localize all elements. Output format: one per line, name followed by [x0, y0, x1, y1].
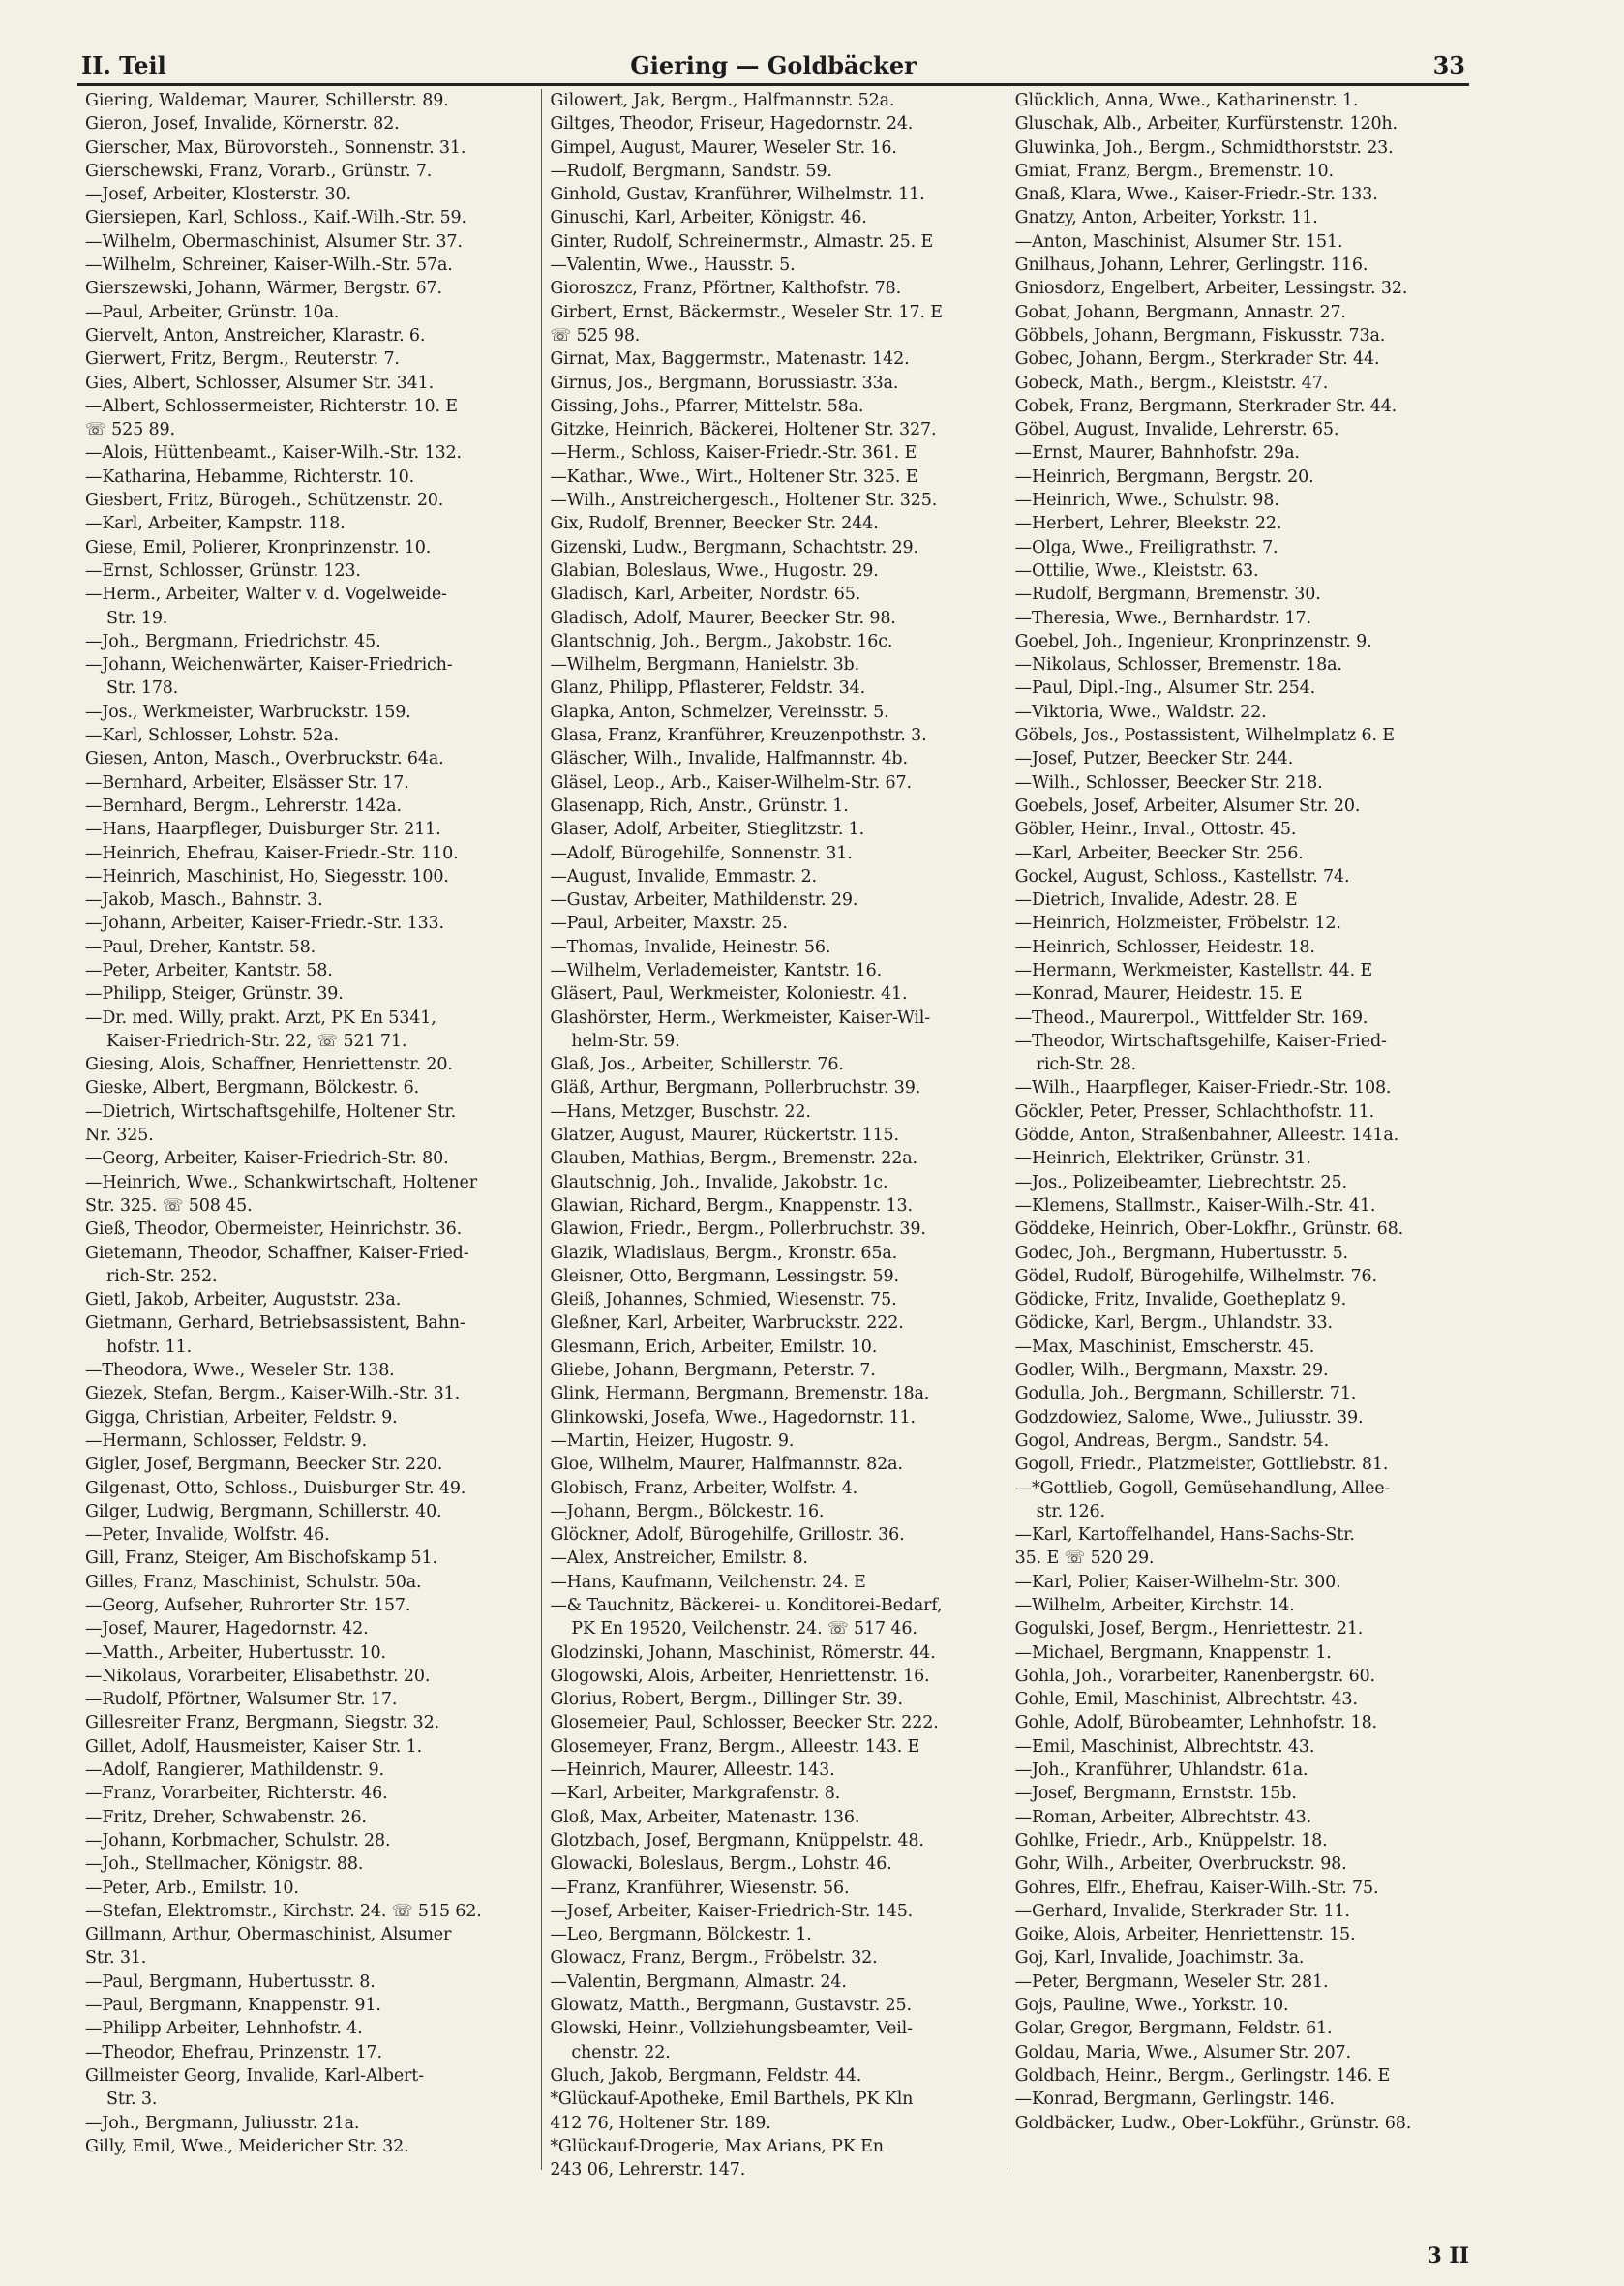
directory-entry: —August, Invalide, Emmastr. 2.: [550, 866, 817, 887]
directory-entry: *Glückauf-Drogerie, Max Arians, PK En: [550, 2136, 884, 2156]
directory-entry: Gillmeister Georg, Invalide, Karl-Albert-: [85, 2065, 424, 2086]
directory-entry: —Kathar., Wwe., Wirt., Holtener Str. 325. E: [550, 466, 918, 487]
directory-entry: —Heinrich, Ehefrau, Kaiser-Friedr.-Str. 110.: [85, 843, 459, 863]
directory-entry: Gmiat, Franz, Bergm., Bremenstr. 10.: [1014, 161, 1334, 181]
directory-entry: —Philipp, Steiger, Grünstr. 39.: [85, 984, 344, 1005]
directory-entry: —Hermann, Schlosser, Feldstr. 9.: [85, 1430, 368, 1451]
directory-entry: —Joh., Bergmann, Juliusstr. 21a.: [85, 2113, 360, 2133]
directory-entry: Gogoll, Friedr., Platzmeister, Gottliebstr. 81.: [1014, 1455, 1389, 1475]
directory-entry: —Herbert, Lehrer, Bleekstr. 22.: [1014, 514, 1282, 534]
directory-entry: —Josef, Maurer, Hagedornstr. 42.: [85, 1619, 369, 1639]
directory-entry: Gläß, Arthur, Bergmann, Pollerbruchstr. 39.: [550, 1078, 921, 1098]
directory-entry: Giesen, Anton, Masch., Overbruckstr. 64a.: [85, 749, 444, 769]
directory-entry: Glowacki, Boleslaus, Bergm., Lohstr. 46.: [550, 1854, 892, 1875]
directory-entry: —Wilhelm, Bergmann, Hanielstr. 3b.: [550, 655, 860, 676]
directory-entry: —Paul, Bergmann, Hubertusstr. 8.: [85, 1971, 376, 1992]
directory-entry: Gojs, Pauline, Wwe., Yorkstr. 10.: [1014, 1996, 1289, 2016]
directory-entry: Glabian, Boleslaus, Wwe., Hugostr. 29.: [550, 560, 879, 581]
directory-entry: 243 06, Lehrerstr. 147.: [550, 2160, 746, 2181]
directory-entry: —Franz, Vorarbeiter, Richterstr. 46.: [85, 1784, 388, 1804]
directory-entry: Glotzbach, Josef, Bergmann, Knüppelstr. 48.: [550, 1830, 924, 1850]
directory-entry: Gilgenast, Otto, Schloss., Duisburger Str. 49.: [85, 1478, 466, 1498]
directory-entry: Godler, Wilh., Bergmann, Maxstr. 29.: [1014, 1361, 1329, 1381]
directory-entry: Goldbäcker, Ludw., Ober-Lokführ., Grünstr. 68.: [1014, 2113, 1412, 2133]
directory-entry: —Hans, Metzger, Buschstr. 22.: [550, 1101, 811, 1122]
directory-entry: —Max, Maschinist, Emscherstr. 45.: [1014, 1337, 1315, 1357]
directory-entry: Glaß, Jos., Arbeiter, Schillerstr. 76.: [550, 1055, 844, 1075]
directory-entry: Gohle, Adolf, Bürobeamter, Lehnhofstr. 18.: [1014, 1713, 1377, 1733]
directory-entry: —Adolf, Bürogehilfe, Sonnenstr. 31.: [550, 843, 853, 863]
directory-entry: Gohla, Joh., Vorarbeiter, Ranenbergstr. 60.: [1014, 1666, 1375, 1686]
directory-entry: Glücklich, Anna, Wwe., Katharinenstr. 1.: [1014, 91, 1359, 110]
directory-entry: —Bernhard, Bergm., Lehrerstr. 142a.: [85, 796, 402, 816]
directory-entry: Gierszewski, Johann, Wärmer, Bergstr. 67.: [85, 279, 442, 299]
directory-entry: —Ottilie, Wwe., Kleiststr. 63.: [1014, 560, 1259, 581]
directory-entry: Ginuschi, Karl, Arbeiter, Königstr. 46.: [550, 208, 867, 228]
directory-entry: —Michael, Bergmann, Knappenstr. 1.: [1014, 1642, 1332, 1663]
directory-entry: Ginhold, Gustav, Kranführer, Wilhelmstr. 11.: [550, 185, 925, 205]
directory-entry: *Glückauf-Apotheke, Emil Barthels, PK Kln: [550, 2090, 914, 2110]
directory-entry: Gioroszcz, Franz, Pförtner, Kalthofstr. 78.: [550, 279, 902, 299]
directory-entry: —Jos., Werkmeister, Warbruckstr. 159.: [85, 702, 411, 722]
section-label: II. Teil: [81, 51, 166, 79]
directory-entry: Gohlke, Friedr., Arb., Knüppelstr. 18.: [1014, 1830, 1328, 1850]
directory-entry: Gladisch, Adolf, Maurer, Beecker Str. 98.: [550, 608, 896, 628]
directory-entry: Giese, Emil, Polierer, Kronprinzenstr. 10.: [85, 537, 432, 557]
directory-entry: rich-Str. 28.: [1036, 1055, 1137, 1075]
directory-entry: Glaser, Adolf, Arbeiter, Stieglitzstr. 1.: [550, 820, 865, 840]
directory-entry: —Leo, Bergmann, Bölckestr. 1.: [550, 1925, 812, 1945]
column-1: [77, 89, 542, 2170]
directory-entry: Glöckner, Adolf, Bürogehilfe, Grillostr. 36.: [550, 1525, 905, 1546]
directory-entry: Gies, Albert, Schlosser, Alsumer Str. 341.: [85, 373, 435, 393]
directory-entry: Gietl, Jakob, Arbeiter, Auguststr. 23a.: [85, 1290, 402, 1310]
directory-entry: Gizenski, Ludw., Bergmann, Schachtstr. 29.: [550, 537, 918, 557]
directory-entry: —Paul, Dreher, Kantstr. 58.: [85, 937, 316, 957]
directory-entry: Gieske, Albert, Bergmann, Bölckestr. 6.: [85, 1078, 419, 1098]
directory-entry: —Paul, Arbeiter, Grünstr. 10a.: [85, 302, 340, 322]
directory-entry: Gierwert, Fritz, Bergm., Reuterstr. 7.: [85, 349, 400, 370]
directory-entry: Giersiepen, Karl, Schloss., Kaif.-Wilh.-Str. 59.: [85, 208, 466, 228]
directory-entry: Gödicke, Karl, Bergm., Uhlandstr. 33.: [1014, 1313, 1333, 1334]
directory-entry: Str. 3.: [106, 2090, 158, 2110]
directory-entry: —Karl, Arbeiter, Beecker Str. 256.: [1014, 843, 1304, 863]
directory-entry: —Wilh., Anstreichergesch., Holtener Str. 325.: [550, 491, 938, 511]
directory-entry: —Valentin, Wwe., Hausstr. 5.: [550, 256, 796, 276]
directory-entry: Giesing, Alois, Schaffner, Henriettenstr. 20.: [85, 1055, 453, 1075]
directory-entry: Glanz, Philipp, Pflasterer, Feldstr. 34.: [550, 678, 866, 699]
directory-entry: Gohle, Emil, Maschinist, Albrechtstr. 43.: [1014, 1690, 1358, 1710]
directory-entry: —Valentin, Bergmann, Almastr. 24.: [550, 1971, 847, 1992]
page-number: 33: [1432, 51, 1465, 79]
directory-entry: Gleisner, Otto, Bergmann, Lessingstr. 59.: [550, 1266, 899, 1286]
directory-entry: —Bernhard, Arbeiter, Elsässer Str. 17.: [85, 772, 409, 793]
directory-entry: Glink, Hermann, Bergmann, Bremenstr. 18a.: [550, 1384, 930, 1404]
directory-entry: —Herm., Arbeiter, Walter v. d. Vogelweide-: [85, 585, 447, 605]
directory-entry: Gieron, Josef, Invalide, Körnerstr. 82.: [85, 114, 400, 135]
directory-entry: —Johann, Arbeiter, Kaiser-Friedr.-Str. 133.: [85, 914, 444, 934]
directory-entry: Gix, Rudolf, Brenner, Beecker Str. 244.: [550, 514, 879, 534]
directory-entry: rich-Str. 252.: [106, 1266, 218, 1286]
directory-entry: Gilles, Franz, Maschinist, Schulstr. 50a.: [85, 1572, 422, 1592]
directory-entry: Gnilhaus, Johann, Lehrer, Gerlingstr. 116.: [1014, 256, 1368, 276]
directory-entry: Glowatz, Matth., Bergmann, Gustavstr. 25.: [550, 1996, 912, 2016]
directory-entry: —Martin, Heizer, Hugostr. 9.: [550, 1430, 795, 1451]
directory-entry: —Stefan, Elektromstr., Kirchstr. 24. ☏ 515 62.: [85, 1901, 482, 1921]
directory-entry: Gödel, Rudolf, Bürogehilfe, Wilhelmstr. 76.: [1014, 1266, 1377, 1286]
directory-entry: —Gustav, Arbeiter, Mathildenstr. 29.: [550, 890, 858, 911]
directory-entry: Göbler, Heinr., Inval., Ottostr. 45.: [1014, 820, 1297, 840]
directory-entry: Gobeck, Math., Bergm., Kleiststr. 47.: [1014, 373, 1329, 393]
directory-entry: Gockel, August, Schloss., Kastellstr. 74.: [1014, 866, 1350, 887]
directory-entry: ☏ 525 89.: [85, 420, 175, 440]
directory-entry: —Ernst, Maurer, Bahnhofstr. 29a.: [1014, 443, 1300, 464]
directory-entry: Goj, Karl, Invalide, Joachimstr. 3a.: [1014, 1948, 1305, 1969]
directory-entry: —Joh., Kranführer, Uhlandstr. 61a.: [1014, 1760, 1308, 1781]
directory-entry: Gobek, Franz, Bergmann, Sterkrader Str. 44.: [1014, 396, 1398, 416]
directory-entry: Gietmann, Gerhard, Betriebsassistent, Bahn-: [85, 1313, 466, 1334]
directory-entry: Giezek, Stefan, Bergm., Kaiser-Wilh.-Str. 31.: [85, 1384, 461, 1404]
directory-entry: Glawion, Friedr., Bergm., Pollerbruchstr. 39.: [550, 1219, 926, 1240]
directory-entry: —Heinrich, Bergmann, Bergstr. 20.: [1014, 466, 1314, 487]
directory-entry: —Rudolf, Bergmann, Sandstr. 59.: [550, 161, 832, 181]
directory-entry: —Konrad, Bergmann, Gerlingstr. 146.: [1014, 2090, 1335, 2110]
signature-mark: 3 II: [1427, 2243, 1469, 2269]
directory-entry: Str. 178.: [106, 678, 179, 699]
directory-entry: —Nikolaus, Vorarbeiter, Elisabethstr. 20.: [85, 1666, 431, 1686]
directory-entry: Glauben, Mathias, Bergm., Bremenstr. 22a.: [550, 1149, 917, 1169]
directory-entry: —Wilhelm, Obermaschinist, Alsumer Str. 37.: [85, 231, 463, 252]
directory-entry: —Dr. med. Willy, prakt. Arzt, PK En 5341,: [85, 1008, 436, 1028]
directory-entry: —Wilhelm, Verlademeister, Kantstr. 16.: [550, 960, 882, 980]
directory-entry: Goike, Alois, Arbeiter, Henriettenstr. 15.: [1014, 1925, 1356, 1945]
directory-entry: —Josef, Arbeiter, Klosterstr. 30.: [85, 185, 351, 205]
directory-entry: —Hermann, Werkmeister, Kastellstr. 44. E: [1014, 960, 1373, 980]
directory-entry: Gobec, Johann, Bergm., Sterkrader Str. 44.: [1014, 349, 1380, 370]
directory-entry: Göbel, August, Invalide, Lehrerstr. 65.: [1014, 420, 1339, 440]
directory-entry: —Wilhelm, Arbeiter, Kirchstr. 14.: [1014, 1596, 1295, 1615]
directory-entry: Gierschewski, Franz, Vorarb., Grünstr. 7.: [85, 161, 433, 181]
directory-entry: Gläsel, Leop., Arb., Kaiser-Wilhelm-Str. 67.: [550, 772, 912, 793]
directory-entry: Str. 31.: [85, 1948, 147, 1969]
directory-entry: Gillet, Adolf, Hausmeister, Kaiser Str. 1.: [85, 1736, 423, 1757]
directory-entry: Gliebe, Johann, Bergmann, Peterstr. 7.: [550, 1361, 876, 1381]
directory-entry: —Theodora, Wwe., Weseler Str. 138.: [85, 1361, 395, 1381]
directory-entry: —Peter, Bergmann, Weseler Str. 281.: [1014, 1971, 1329, 1992]
directory-entry: —Wilh., Haarpfleger, Kaiser-Friedr.-Str. 108.: [1014, 1078, 1392, 1098]
directory-entry: —Klemens, Stallmstr., Kaiser-Wilh.-Str. 41.: [1014, 1195, 1376, 1216]
directory-entry: ☏ 525 98.: [550, 325, 641, 346]
directory-entry: Glowski, Heinr., Vollziehungsbeamter, Veil-: [550, 2019, 913, 2039]
directory-entry: —Alex, Anstreicher, Emilstr. 8.: [550, 1549, 808, 1569]
directory-entry: —Theod., Maurerpol., Wittfelder Str. 169.: [1014, 1008, 1368, 1028]
directory-entry: —Josef, Putzer, Beecker Str. 244.: [1014, 749, 1294, 769]
directory-entry: Goebels, Josef, Arbeiter, Alsumer Str. 20.: [1014, 796, 1361, 816]
page-header: [77, 46, 1469, 86]
directory-entry: Glasenapp, Rich, Anstr., Grünstr. 1.: [550, 796, 849, 816]
directory-entry: Gitzke, Heinrich, Bäckerei, Holtener Str. 327.: [550, 420, 937, 440]
directory-entry: —Heinrich, Maurer, Alleestr. 143.: [550, 1760, 835, 1781]
directory-entry: Glowacz, Franz, Bergm., Fröbelstr. 32.: [550, 1948, 878, 1969]
directory-entry: —Peter, Invalide, Wolfstr. 46.: [85, 1525, 330, 1546]
directory-entry: Goldau, Maria, Wwe., Alsumer Str. 207.: [1014, 2042, 1351, 2062]
directory-entry: Glazik, Wladislaus, Bergm., Kronstr. 65a.: [550, 1243, 898, 1263]
directory-entry: Gilly, Emil, Wwe., Meidericher Str. 32.: [85, 2136, 409, 2156]
directory-entry: Gilowert, Jak, Bergm., Halfmannstr. 52a.: [550, 91, 895, 110]
directory-entry: Glautschnig, Joh., Invalide, Jakobstr. 1c.: [550, 1172, 888, 1192]
directory-entry: Gigga, Christian, Arbeiter, Feldstr. 9.: [85, 1407, 398, 1428]
directory-entry: Globisch, Franz, Arbeiter, Wolfstr. 4.: [550, 1478, 858, 1498]
directory-entry: —Nikolaus, Schlosser, Bremenstr. 18a.: [1014, 655, 1342, 676]
directory-entry: Glantschnig, Joh., Bergm., Jakobstr. 16c.: [550, 631, 893, 651]
directory-entry: —Philipp Arbeiter, Lehnhofstr. 4.: [85, 2019, 363, 2039]
directory-entry: —Peter, Arb., Emilstr. 10.: [85, 1878, 299, 1898]
directory-entry: —Roman, Arbeiter, Albrechtstr. 43.: [1014, 1807, 1311, 1827]
directory-entry: —Herm., Schloss, Kaiser-Friedr.-Str. 361. E: [550, 443, 917, 464]
directory-entry: —Heinrich, Wwe., Schankwirtschaft, Holtener: [85, 1172, 477, 1192]
directory-entry: Gieß, Theodor, Obermeister, Heinrichstr. 36.: [85, 1219, 462, 1240]
directory-entry: —Anton, Maschinist, Alsumer Str. 151.: [1014, 231, 1343, 252]
directory-entry: Goebel, Joh., Ingenieur, Kronprinzenstr. 9.: [1014, 631, 1372, 651]
directory-entry: —Peter, Arbeiter, Kantstr. 58.: [85, 960, 333, 980]
directory-entry: Gillmann, Arthur, Obermaschinist, Alsumer: [85, 1925, 452, 1945]
directory-entry: Gluschak, Alb., Arbeiter, Kurfürstenstr. 120h.: [1014, 114, 1398, 135]
directory-entry: Gohres, Elfr., Ehefrau, Kaiser-Wilh.-Str. 75.: [1014, 1878, 1379, 1898]
directory-entry: Gloe, Wilhelm, Maurer, Halfmannstr. 82a.: [550, 1455, 903, 1475]
directory-entry: Gleßner, Karl, Arbeiter, Warbruckstr. 222.: [550, 1313, 904, 1334]
directory-entry: —Theodor, Wirtschaftsgehilfe, Kaiser-Fried-: [1014, 1031, 1387, 1051]
directory-entry: Göddeke, Heinrich, Ober-Lokfhr., Grünstr. 68.: [1014, 1219, 1404, 1240]
directory-entry: Gill, Franz, Steiger, Am Bischofskamp 51.: [85, 1549, 437, 1569]
directory-entry: Giering, Waldemar, Maurer, Schillerstr. 89.: [85, 91, 449, 110]
directory-entry: —Jakob, Masch., Bahnstr. 3.: [85, 890, 323, 911]
directory-entry: —Wilhelm, Schreiner, Kaiser-Wilh.-Str. 57a.: [85, 256, 453, 276]
directory-entry: —Josef, Bergmann, Ernststr. 15b.: [1014, 1784, 1297, 1804]
directory-entry: Gloß, Max, Arbeiter, Matenastr. 136.: [550, 1807, 860, 1827]
directory-entry: Godzdowiez, Salome, Wwe., Juliusstr. 39.: [1014, 1407, 1364, 1428]
directory-entry: —Franz, Kranführer, Wiesenstr. 56.: [550, 1878, 850, 1898]
directory-entry: Giltges, Theodor, Friseur, Hagedornstr. 24.: [550, 114, 914, 135]
directory-entry: PK En 19520, Veilchenstr. 24. ☏ 517 46.: [571, 1619, 917, 1639]
directory-entry: —Hans, Haarpfleger, Duisburger Str. 211.: [85, 820, 441, 840]
directory-entry: Kaiser-Friedrich-Str. 22, ☏ 521 71.: [106, 1031, 407, 1051]
directory-entry: Glatzer, August, Maurer, Rückertstr. 115.: [550, 1126, 899, 1146]
directory-entry: —& Tauchnitz, Bäckerei- u. Konditorei-Bedarf,: [550, 1596, 943, 1615]
directory-entry: —Albert, Schlossermeister, Richterstr. 10. E: [85, 396, 458, 416]
directory-entry: —Theresia, Wwe., Bernhardstr. 17.: [1014, 608, 1311, 628]
directory-columns: [77, 89, 1471, 2181]
directory-entry: Gigler, Josef, Bergmann, Beecker Str. 220.: [85, 1455, 443, 1475]
directory-entry: —Georg, Aufseher, Ruhrorter Str. 157.: [85, 1596, 411, 1615]
directory-entry: —Heinrich, Wwe., Schulstr. 98.: [1014, 491, 1279, 511]
directory-entry: Golar, Gregor, Bergmann, Feldstr. 61.: [1014, 2019, 1333, 2039]
directory-entry: —Paul, Bergmann, Knappenstr. 91.: [85, 1996, 381, 2016]
directory-entry: Gödde, Anton, Straßenbahner, Alleestr. 141a.: [1014, 1126, 1399, 1146]
directory-entry: —Dietrich, Wirtschaftsgehilfe, Holtener Str.: [85, 1101, 457, 1122]
directory-entry: —Johann, Bergm., Bölckestr. 16.: [550, 1501, 825, 1521]
directory-entry: —Georg, Arbeiter, Kaiser-Friedrich-Str. 80.: [85, 1149, 449, 1169]
directory-entry: —Johann, Korbmacher, Schulstr. 28.: [85, 1830, 391, 1850]
directory-entry: —Heinrich, Maschinist, Ho, Siegesstr. 100.: [85, 866, 449, 887]
directory-entry: Gniosdorz, Engelbert, Arbeiter, Lessingstr. 32.: [1014, 279, 1408, 299]
directory-entry: —Dietrich, Invalide, Adestr. 28. E: [1014, 890, 1298, 911]
directory-entry: —Fritz, Dreher, Schwabenstr. 26.: [85, 1807, 367, 1827]
directory-entry: Gödicke, Fritz, Invalide, Goetheplatz 9.: [1014, 1290, 1346, 1310]
column-3: [1007, 89, 1471, 2170]
directory-entry: Gladisch, Karl, Arbeiter, Nordstr. 65.: [550, 585, 861, 605]
directory-entry: —Wilh., Schlosser, Beecker Str. 218.: [1014, 772, 1323, 793]
directory-entry: Goldbach, Heinr., Bergm., Gerlingstr. 146. E: [1014, 2065, 1391, 2086]
directory-entry: Girnus, Jos., Bergmann, Borussiastr. 33a.: [550, 373, 899, 393]
page-range-title: Giering — Goldbäcker: [630, 51, 917, 79]
directory-entry: Gietemann, Theodor, Schaffner, Kaiser-Fried-: [85, 1243, 469, 1263]
directory-entry: Gläsert, Paul, Werkmeister, Koloniestr. 41.: [550, 984, 908, 1005]
directory-entry: Glasa, Franz, Kranführer, Kreuzenpothstr. 3.: [550, 726, 927, 746]
directory-entry: Glashörster, Herm., Werkmeister, Kaiser-Wil-: [550, 1008, 931, 1028]
directory-entry: —Katharina, Hebamme, Richterstr. 10.: [85, 466, 415, 487]
directory-entry: str. 126.: [1036, 1501, 1105, 1521]
directory-entry: Göbels, Jos., Postassistent, Wilhelmplatz 6. E: [1014, 726, 1395, 746]
directory-entry: Glinkowski, Josefa, Wwe., Hagedornstr. 11.: [550, 1407, 916, 1428]
directory-entry: Gohr, Wilh., Arbeiter, Overbruckstr. 98.: [1014, 1854, 1347, 1875]
directory-entry: —Olga, Wwe., Freiligrathstr. 7.: [1014, 537, 1278, 557]
directory-entry: —Joh., Stellmacher, Königstr. 88.: [85, 1854, 364, 1875]
directory-entry: —Heinrich, Schlosser, Heidestr. 18.: [1014, 937, 1315, 957]
directory-entry: —Adolf, Rangierer, Mathildenstr. 9.: [85, 1760, 384, 1781]
directory-entry: hofstr. 11.: [106, 1337, 193, 1357]
directory-entry: chenstr. 22.: [571, 2042, 671, 2062]
directory-entry: —Thomas, Invalide, Heinestr. 56.: [550, 937, 831, 957]
directory-entry: —Josef, Arbeiter, Kaiser-Friedrich-Str. 145.: [550, 1901, 914, 1921]
directory-entry: —Jos., Polizeibeamter, Liebrechtstr. 25.: [1014, 1172, 1347, 1192]
directory-entry: —Ernst, Schlosser, Grünstr. 123.: [85, 560, 361, 581]
directory-entry: 412 76, Holtener Str. 189.: [550, 2113, 771, 2133]
directory-entry: —Konrad, Maurer, Heidestr. 15. E: [1014, 984, 1303, 1005]
directory-entry: 35. E ☏ 520 29.: [1014, 1549, 1155, 1569]
directory-entry: —Alois, Hüttenbeamt., Kaiser-Wilh.-Str. 132.: [85, 443, 462, 464]
directory-entry: Glogowski, Alois, Arbeiter, Henriettenstr. 16.: [550, 1666, 930, 1686]
directory-entry: —*Gottlieb, Gogoll, Gemüsehandlung, Allee-: [1014, 1478, 1391, 1498]
directory-entry: —Joh., Bergmann, Friedrichstr. 45.: [85, 631, 381, 651]
directory-entry: Gissing, Johs., Pfarrer, Mittelstr. 58a.: [550, 396, 864, 416]
directory-entry: Glesmann, Erich, Arbeiter, Emilstr. 10.: [550, 1337, 878, 1357]
directory-entry: Göbbels, Johann, Bergmann, Fiskusstr. 73a.: [1014, 325, 1386, 346]
directory-entry: —Heinrich, Elektriker, Grünstr. 31.: [1014, 1149, 1311, 1169]
directory-entry: Gläscher, Wilh., Invalide, Halfmannstr. 4b.: [550, 749, 908, 769]
directory-entry: —Paul, Dipl.-Ing., Alsumer Str. 254.: [1014, 678, 1316, 699]
directory-entry: Gimpel, August, Maurer, Weseler Str. 16.: [550, 137, 897, 158]
directory-entry: Ginter, Rudolf, Schreinermstr., Almastr. 25. E: [550, 231, 934, 252]
directory-entry: —Rudolf, Bergmann, Bremenstr. 30.: [1014, 585, 1321, 605]
directory-entry: —Karl, Polier, Kaiser-Wilhelm-Str. 300.: [1014, 1572, 1341, 1592]
directory-entry: Gnaß, Klara, Wwe., Kaiser-Friedr.-Str. 133.: [1014, 185, 1378, 205]
directory-entry: —Viktoria, Wwe., Waldstr. 22.: [1014, 702, 1267, 722]
directory-entry: Glorius, Robert, Bergm., Dillinger Str. 39.: [550, 1690, 903, 1710]
directory-entry: Glosemeier, Paul, Schlosser, Beecker Str. 222.: [550, 1713, 939, 1733]
directory-entry: Girnat, Max, Baggermstr., Matenastr. 142.: [550, 349, 910, 370]
directory-entry: —Johann, Weichenwärter, Kaiser-Friedrich-: [85, 655, 453, 676]
directory-entry: Glosemeyer, Franz, Bergm., Alleestr. 143. E: [550, 1736, 920, 1757]
directory-entry: Girbert, Ernst, Bäckermstr., Weseler Str. 17. E: [550, 302, 943, 322]
directory-entry: Gnatzy, Anton, Arbeiter, Yorkstr. 11.: [1014, 208, 1318, 228]
directory-entry: —Karl, Arbeiter, Kampstr. 118.: [85, 514, 346, 534]
directory-entry: Str. 19.: [106, 608, 168, 628]
directory-entry: Str. 325. ☏ 508 45.: [85, 1195, 253, 1216]
directory-entry: Glapka, Anton, Schmelzer, Vereinsstr. 5.: [550, 702, 889, 722]
directory-entry: —Karl, Schlosser, Lohstr. 52a.: [85, 726, 339, 746]
directory-entry: Gleiß, Johannes, Schmied, Wiesenstr. 75.: [550, 1290, 897, 1310]
directory-entry: Giervelt, Anton, Anstreicher, Klarastr. 6.: [85, 325, 426, 346]
directory-entry: Gluwinka, Joh., Bergm., Schmidthorststr. 23.: [1014, 137, 1394, 158]
directory-entry: Giesbert, Fritz, Bürogeh., Schützenstr. 20.: [85, 491, 444, 511]
directory-entry: —Heinrich, Holzmeister, Fröbelstr. 12.: [1014, 914, 1341, 934]
directory-entry: —Rudolf, Pförtner, Walsumer Str. 17.: [85, 1690, 398, 1710]
directory-entry: —Hans, Kaufmann, Veilchenstr. 24. E: [550, 1572, 866, 1592]
directory-entry: —Karl, Arbeiter, Markgrafenstr. 8.: [550, 1784, 841, 1804]
directory-entry: Godulla, Joh., Bergmann, Schillerstr. 71.: [1014, 1384, 1357, 1404]
directory-entry: Gobat, Johann, Bergmann, Annastr. 27.: [1014, 302, 1346, 322]
directory-entry: —Karl, Kartoffelhandel, Hans-Sachs-Str.: [1014, 1525, 1355, 1546]
directory-entry: Glodzinski, Johann, Maschinist, Römerstr. 44.: [550, 1642, 936, 1663]
directory-entry: Gillesreiter Franz, Bergmann, Siegstr. 32.: [85, 1713, 440, 1733]
directory-entry: Godec, Joh., Bergmann, Hubertusstr. 5.: [1014, 1243, 1348, 1263]
column-2: [542, 89, 1007, 2181]
directory-entry: —Paul, Arbeiter, Maxstr. 25.: [550, 914, 788, 934]
directory-entry: Gilger, Ludwig, Bergmann, Schillerstr. 40.: [85, 1501, 442, 1521]
directory-entry: Gogulski, Josef, Bergm., Henriettestr. 21.: [1014, 1619, 1364, 1639]
directory-entry: Gluch, Jakob, Bergmann, Feldstr. 44.: [550, 2065, 862, 2086]
directory-entry: —Gerhard, Invalide, Sterkrader Str. 11.: [1014, 1901, 1350, 1921]
directory-entry: Gogol, Andreas, Bergm., Sandstr. 54.: [1014, 1430, 1329, 1451]
directory-entry: Nr. 325.: [85, 1126, 154, 1146]
directory-entry: —Emil, Maschinist, Albrechtstr. 43.: [1014, 1736, 1315, 1757]
directory-entry: —Matth., Arbeiter, Hubertusstr. 10.: [85, 1642, 386, 1663]
directory-entry: Gierscher, Max, Bürovorsteh., Sonnenstr. 31.: [85, 137, 466, 158]
directory-entry: Glawian, Richard, Bergm., Knappenstr. 13.: [550, 1195, 913, 1216]
directory-entry: helm-Str. 59.: [571, 1031, 680, 1051]
directory-entry: Göckler, Peter, Presser, Schlachthofstr. 11.: [1014, 1101, 1375, 1122]
directory-entry: —Theodor, Ehefrau, Prinzenstr. 17.: [85, 2042, 382, 2062]
